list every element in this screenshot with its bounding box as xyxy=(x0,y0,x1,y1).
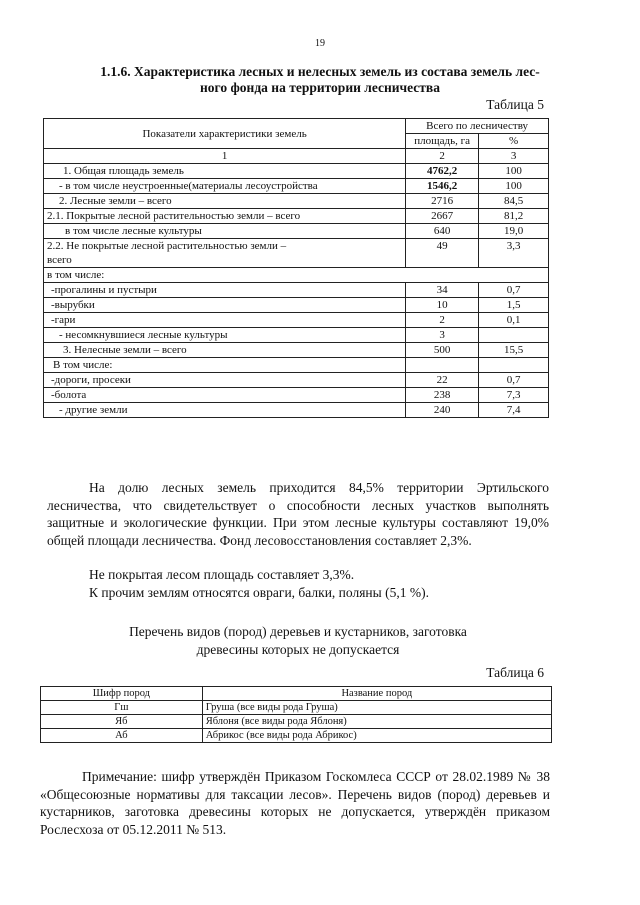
section-title-line-1: 1.1.6. Характеристика лесных и нелесных земель из состава земель лес- xyxy=(100,64,540,79)
paragraph-forest-share: На долю лесных земель приходится 84,5% территории Эртильского лесничества, что свидетельствует о способности лесных участков выполнять защитные и экологические функции. При этом лесные культуры составляют 19,0% общей площади лесничества. Фонд лесовосстановления составляет 2,3%. xyxy=(47,480,549,548)
row-area: 2667 xyxy=(406,209,479,224)
row-indicator: - несомкнувшиеся лесные культуры xyxy=(44,328,406,343)
species-name: Груша (все виды рода Груша) xyxy=(202,701,551,715)
table-row xyxy=(44,313,549,328)
table-row xyxy=(44,388,549,403)
row-area: 34 xyxy=(406,283,479,298)
row-area: 2716 xyxy=(406,194,479,209)
table-row xyxy=(44,343,549,358)
table-row xyxy=(44,373,549,388)
row-area: 22 xyxy=(406,373,479,388)
row-indicator: -гари xyxy=(44,313,406,328)
index-col-3: 3 xyxy=(479,149,549,164)
note-paragraph: Примечание: шифр утверждён Приказом Госкомлеса СССР от 28.02.1989 № 38 «Общесоюзные нормативы для таксации лесов». Перечень видов (пород) деревьев и кустарников, заготовка древесины которых не допускается, утверждён приказом Рослесхоза от 05.12.2011 № 513. xyxy=(40,769,550,837)
row-indicator: в том числе: xyxy=(44,268,549,283)
species-list-title-line-2: древесины которых не допускается xyxy=(196,641,400,657)
row-indicator: 1. Общая площадь земель xyxy=(44,164,406,179)
land-characteristics-table xyxy=(43,118,549,418)
table-row xyxy=(44,268,549,283)
row-area xyxy=(406,358,479,373)
row-indicator: - другие земли xyxy=(44,403,406,418)
paragraph-uncovered-area: Не покрытая лесом площадь составляет 3,3%. xyxy=(89,567,355,582)
row-percent: 0,7 xyxy=(479,283,549,298)
species-list-title-line-1: Перечень видов (пород) деревьев и кустарников, заготовка xyxy=(129,624,467,639)
table-row xyxy=(44,403,549,418)
row-indicator: 2.2. Не покрытые лесной растительностью земли – всего xyxy=(44,239,406,268)
table-row xyxy=(44,179,549,194)
table-row xyxy=(41,715,552,729)
row-percent: 81,2 xyxy=(479,209,549,224)
row-percent: 0,7 xyxy=(479,373,549,388)
row-area: 500 xyxy=(406,343,479,358)
row-area: 10 xyxy=(406,298,479,313)
prohibited-species-table xyxy=(40,686,552,743)
species-name: Яблоня (все виды рода Яблоня) xyxy=(202,715,551,729)
index-col-1: 1 xyxy=(44,149,406,164)
row-percent: 84,5 xyxy=(479,194,549,209)
row-indicator: в том числе лесные культуры xyxy=(44,224,406,239)
section-title xyxy=(40,64,600,96)
header-total-by-forestry: Всего по лесничеству xyxy=(406,119,549,134)
species-code: Яб xyxy=(41,715,203,729)
row-indicator: -дороги, просеки xyxy=(44,373,406,388)
row-percent: 100 xyxy=(479,164,549,179)
row-percent: 3,3 xyxy=(479,239,549,268)
row-area: 4762,2 xyxy=(406,164,479,179)
table-6-label: Таблица 6 xyxy=(486,665,544,680)
table-row xyxy=(44,358,549,373)
row-area: 49 xyxy=(406,239,479,268)
row-indicator: В том числе: xyxy=(44,358,406,373)
table-row xyxy=(44,224,549,239)
row-percent xyxy=(479,328,549,343)
row-area: 2 xyxy=(406,313,479,328)
paragraph-other-lands: К прочим землям относятся овраги, балки, поляны (5,1 %). xyxy=(89,585,429,600)
header-indicators: Показатели характеристики земель xyxy=(44,119,406,149)
row-indicator: -болота xyxy=(44,388,406,403)
header-species-name: Название пород xyxy=(202,687,551,701)
header-area: площадь, га xyxy=(406,134,479,149)
row-indicator: 3. Нелесные земли – всего xyxy=(44,343,406,358)
row-indicator: 2. Лесные земли – всего xyxy=(44,194,406,209)
row-indicator: 2.1. Покрытые лесной растительностью земли – всего xyxy=(44,209,406,224)
row-percent: 100 xyxy=(479,179,549,194)
row-percent: 1,5 xyxy=(479,298,549,313)
species-code: Аб xyxy=(41,729,203,743)
table-row xyxy=(44,283,549,298)
row-indicator: -прогалины и пустыри xyxy=(44,283,406,298)
table-row xyxy=(41,729,552,743)
table-5-label: Таблица 5 xyxy=(486,97,544,112)
row-area: 640 xyxy=(406,224,479,239)
row-percent: 7,4 xyxy=(479,403,549,418)
row-percent: 19,0 xyxy=(479,224,549,239)
species-code: Гш xyxy=(41,701,203,715)
row-percent xyxy=(479,358,549,373)
row-area: 240 xyxy=(406,403,479,418)
row-percent: 0,1 xyxy=(479,313,549,328)
row-area: 1546,2 xyxy=(406,179,479,194)
page-number: 19 xyxy=(315,38,325,49)
table-row xyxy=(44,239,549,268)
table-row xyxy=(44,164,549,179)
table-row xyxy=(44,194,549,209)
row-area: 238 xyxy=(406,388,479,403)
section-title-line-2: ного фонда на территории лесничества xyxy=(200,80,440,95)
species-name: Абрикос (все виды рода Абрикос) xyxy=(202,729,551,743)
row-percent: 15,5 xyxy=(479,343,549,358)
header-species-code: Шифр пород xyxy=(41,687,203,701)
row-indicator: -вырубки xyxy=(44,298,406,313)
table-row xyxy=(44,209,549,224)
row-area: 3 xyxy=(406,328,479,343)
row-indicator: - в том числе неустроенные(материалы лесоустройства xyxy=(44,179,406,194)
species-list-title xyxy=(47,623,549,658)
table-row xyxy=(44,328,549,343)
row-percent: 7,3 xyxy=(479,388,549,403)
table-row xyxy=(41,701,552,715)
table-row xyxy=(44,298,549,313)
header-percent: % xyxy=(479,134,549,149)
index-col-2: 2 xyxy=(406,149,479,164)
